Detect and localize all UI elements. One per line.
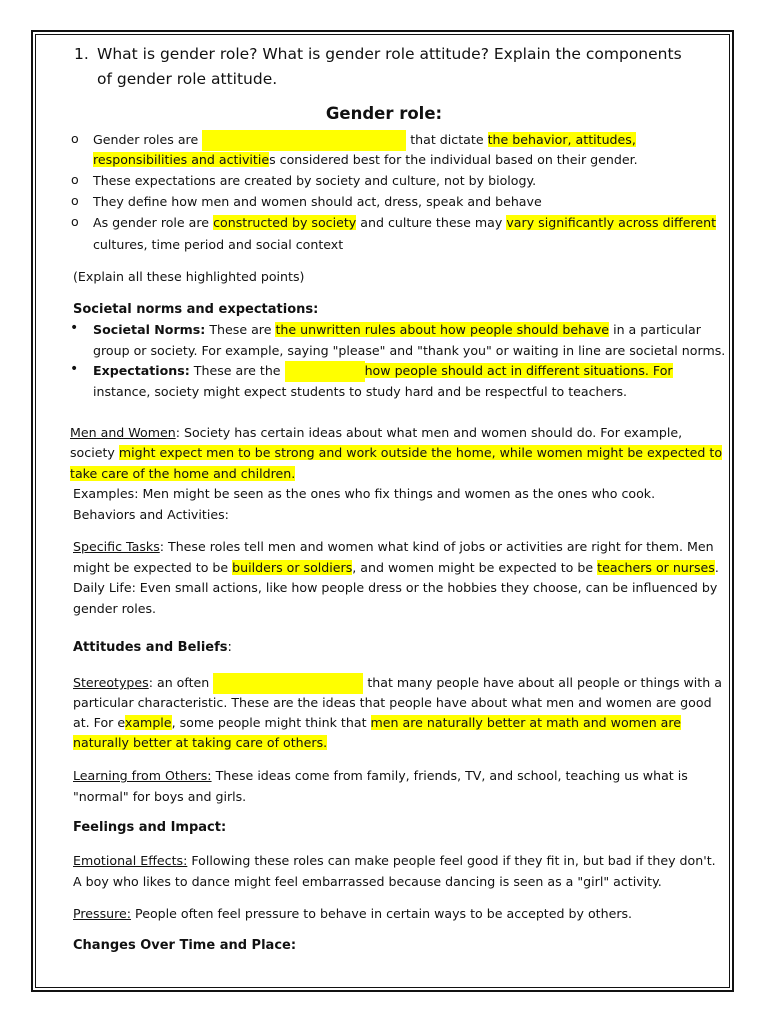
- emotional-para: Emotional Effects: Following these roles can make people feel good if they fit in, but bad if they don't.: [73, 853, 716, 868]
- bullet-gender-roles: Gender roles are that dictate the behavior, attitudes,: [93, 130, 636, 151]
- men-women-line2: society might expect men to be strong and work outside the home, while women might be expected to: [70, 445, 723, 460]
- section-title: Gender role:: [325, 104, 443, 123]
- hollow-bullet-icon: o: [71, 172, 79, 187]
- emotional-cont: A boy who likes to dance might feel embarrassed because dancing is seen as a "girl" activity.: [73, 874, 662, 889]
- hollow-bullet-icon: o: [71, 214, 79, 229]
- daily-life-line: Daily Life: Even small actions, like how people dress or the hobbies they choose, can be influenced by: [73, 580, 718, 595]
- learning-para: Learning from Others: These ideas come from family, friends, TV, and school, teaching us what is: [73, 768, 688, 783]
- redacted-highlight: [213, 673, 363, 694]
- question-number: 1.: [74, 45, 89, 63]
- bullet-expectations: These expectations are created by society and culture, not by biology.: [93, 173, 537, 188]
- bullet-constructed-cont: cultures, time period and social context: [93, 237, 344, 252]
- expectations-cont: instance, society might expect students to study hard and be respectful to teachers.: [93, 384, 628, 399]
- societal-norms-item: Societal Norms: These are the unwritten rules about how people should behave in a particular: [93, 322, 701, 337]
- stereotypes-line4: naturally better at taking care of others.: [73, 735, 328, 750]
- solid-bullet-icon: •: [70, 361, 79, 377]
- societal-norms-cont: group or society. For example, saying "please" and "thank you" or waiting in line are societal norms.: [93, 343, 726, 358]
- stereotypes-para: Stereotypes: an often that many people have about all people or things with a: [73, 673, 722, 694]
- changes-heading: Changes Over Time and Place:: [73, 938, 297, 953]
- stereotypes-line3: at. For example, some people might think that men are naturally better at math and women are: [73, 715, 682, 730]
- learning-cont: "normal" for boys and girls.: [73, 789, 247, 804]
- men-women-line3: take care of the home and children.: [70, 466, 296, 481]
- question-text: What is gender role? What is gender role attitude? Explain the components of gender role attitude.: [97, 45, 682, 88]
- bullet-gender-roles-cont: responsibilities and activities considered best for the individual based on their gender.: [93, 152, 638, 167]
- bullet-constructed: As gender role are constructed by society and culture these may vary significantly across different: [93, 215, 717, 230]
- solid-bullet-icon: •: [70, 320, 79, 336]
- pressure-para: Pressure: People often feel pressure to behave in certain ways to be accepted by others.: [73, 906, 633, 921]
- redacted-highlight: [285, 361, 365, 382]
- attitudes-heading: Attitudes and Beliefs:: [73, 640, 232, 655]
- societal-heading: Societal norms and expectations:: [73, 302, 319, 317]
- examples-line: Examples: Men might be seen as the ones who fix things and women as the ones who cook.: [73, 486, 656, 501]
- tasks-line2: might be expected to be builders or soldiers, and women might be expected to be teachers or nurses.: [73, 560, 719, 575]
- hollow-bullet-icon: o: [71, 131, 79, 146]
- behaviors-line: Behaviors and Activities:: [73, 507, 229, 522]
- men-women-para: Men and Women: Society has certain ideas about what men and women should do. For example,: [70, 425, 683, 440]
- bullet-define: They define how men and women should act, dress, speak and behave: [93, 194, 542, 209]
- hollow-bullet-icon: o: [71, 193, 79, 208]
- feelings-heading: Feelings and Impact:: [73, 820, 227, 835]
- instruction-note: (Explain all these highlighted points): [73, 269, 305, 284]
- tasks-para: Specific Tasks: These roles tell men and women what kind of jobs or activities are right for them. Men: [73, 539, 714, 554]
- daily-life-cont: gender roles.: [73, 601, 157, 616]
- redacted-highlight: [202, 130, 406, 151]
- expectations-item: Expectations: These are the how people should act in different situations. For: [93, 361, 673, 382]
- stereotypes-line2: particular characteristic. These are the ideas that people have about what men and women are good: [73, 695, 712, 710]
